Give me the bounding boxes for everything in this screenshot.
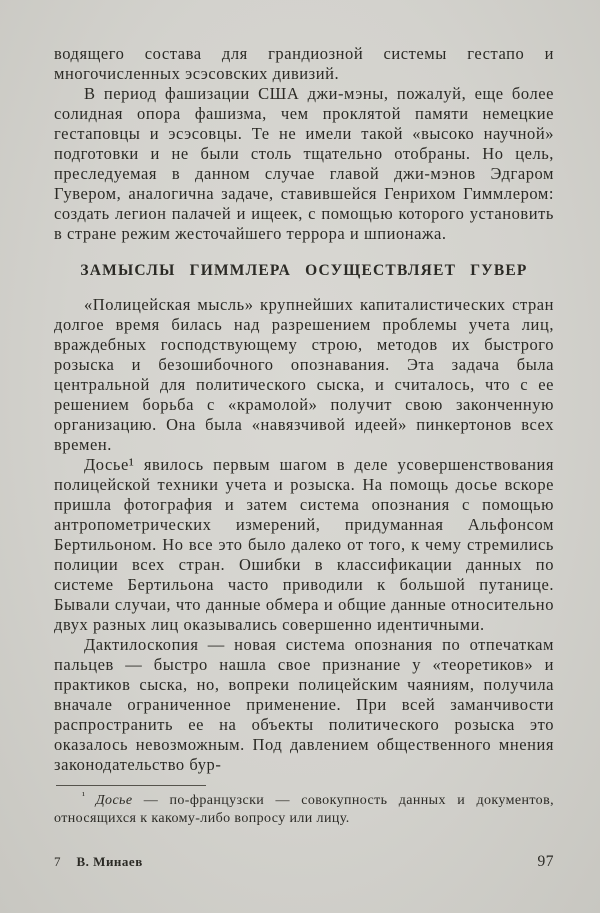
footnote-term: Досье xyxy=(95,793,133,808)
text-block xyxy=(54,44,554,775)
footnote-text: — по-французски — совокупность данных и документов, относящихся к какому-либо вопросу или лицу. xyxy=(54,793,554,826)
footnote-block xyxy=(54,785,554,828)
paragraph: В период фашизации США джи-мэны, пожалуй, еще более солидная опора фашизма, чем проклятой памяти немецкие гестаповцы и эсэсовцы. Те не имели такой «высоко научной» подготовки и не были столь тщательно отобраны. Но цель, преследуемая в данном случае главой джи-мэнов Эдгаром Гувером, аналогична задаче, ставившейся Генрихом Гиммлером: создать легион палачей и ищеек, с помощью которого установить в стране режим жесточайшего террора и шпионажа. xyxy=(54,84,554,243)
paragraph: Досье¹ явилось первым шагом в деле усовершенствования полицейской техники учета и розыска. На помощь досье вскоре пришла фотография и затем система опознания с помощью антропометрических измерений, придуманная Альфонсом Бертильоном. Но все это было далеко от того, к чему стремились полиции всех стран. Ошибки в классификации данных по системе Бертильона часто приводили к большой путанице. Бывали случаи, что данные обмера и общие данные относительно двух разных лиц оказывались совершенно идентичными. xyxy=(54,455,554,634)
page-footer xyxy=(54,853,554,871)
footnote xyxy=(54,792,554,828)
paragraph: Дактилоскопия — новая система опознания по отпечаткам пальцев — быстро нашла свое признание у «теоретиков» и практиков сыска, но, вопреки полицейским чаяниям, получила вначале ограниченное применение. При всей заманчивости распространить ее на объекты политического розыска это оказалось невозможным. Под давлением общественного мнения законодательство бур- xyxy=(54,635,554,774)
signature-mark: 7 xyxy=(54,854,61,869)
author-name: В. Минаев xyxy=(76,854,143,869)
footnote-rule xyxy=(56,785,206,786)
paragraph-continuation: водящего состава для грандиозной системы гестапо и многочисленных эсэсовских дивизий. xyxy=(54,44,554,83)
section-heading: ЗАМЫСЛЫ ГИММЛЕРА ОСУЩЕСТВЛЯЕТ ГУВЕР xyxy=(80,262,528,279)
page-number: 97 xyxy=(537,853,554,870)
paragraph: «Полицейская мысль» крупнейших капиталистических стран долгое время билась над разрешением проблемы учета лиц, враждебных господствующему строю, методов их быстрого розыска и безошибочного опознавания. Эта задача была центральной для политического сыска, и считалось, что с ее решением борьба с «крамолой» получит свою законченную организацию. Она была «навязчивой идеей» пинкертонов всех времен. xyxy=(54,295,554,454)
footnote-marker: ¹ xyxy=(82,790,96,802)
